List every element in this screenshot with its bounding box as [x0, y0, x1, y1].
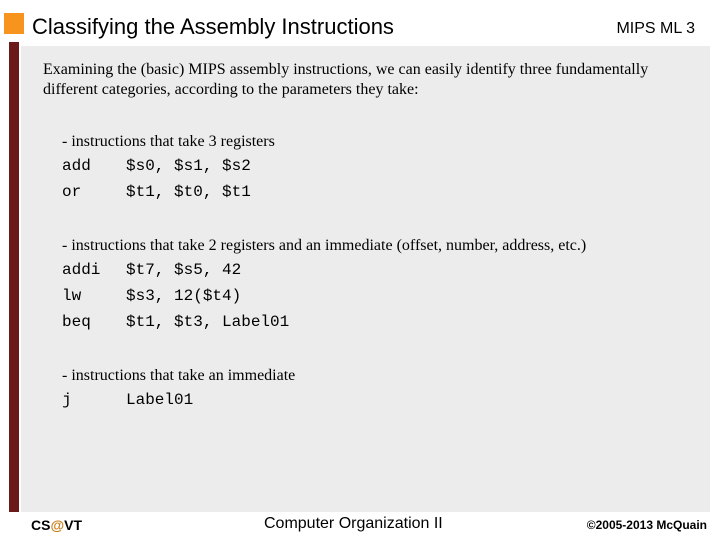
code-line	[62, 257, 586, 283]
code-line	[62, 387, 295, 413]
category-heading: - instructions that take 3 registers	[62, 133, 275, 150]
opcode: lw	[62, 287, 82, 305]
footer-logo-suffix: VT	[64, 517, 82, 533]
category-two-registers-immediate	[62, 235, 586, 335]
opcode: or	[62, 183, 82, 201]
operands: $s3, 12($t4)	[126, 287, 242, 305]
operands: Label01	[126, 391, 194, 409]
opcode: addi	[62, 261, 101, 279]
category-heading: - instructions that take an immediate	[62, 367, 296, 384]
slide-number: MIPS ML 3	[616, 20, 695, 37]
code-line	[62, 153, 275, 179]
code-line	[62, 283, 586, 309]
category-heading: - instructions that take 2 registers and an immediate (offset, number, address, etc.)	[62, 237, 587, 254]
opcode: j	[62, 391, 72, 409]
operands: $s0, $s1, $s2	[126, 157, 251, 175]
operands: $t7, $s5, 42	[126, 261, 242, 279]
operands: $t1, $t0, $t1	[126, 183, 251, 201]
footer-copyright: ©2005-2013 McQuain	[586, 518, 707, 532]
intro-paragraph: Examining the (basic) MIPS assembly instructions, we can easily identify three fundamentally different categories, according to the parameters they take:	[43, 61, 649, 98]
opcode: beq	[62, 313, 91, 331]
footer-logo-at: @	[50, 517, 65, 533]
opcode: add	[62, 157, 91, 175]
slide-title: Classifying the Assembly Instructions	[32, 14, 394, 39]
footer-course-title: Computer Organization II	[264, 515, 443, 532]
category-three-registers	[62, 131, 275, 205]
code-line	[62, 309, 586, 335]
footer-course-logo	[31, 517, 82, 533]
left-accent-bar	[9, 42, 19, 512]
category-immediate	[62, 365, 295, 413]
code-line	[62, 179, 275, 205]
title-accent-square	[4, 13, 24, 34]
footer-logo-prefix: CS	[31, 517, 51, 533]
operands: $t1, $t3, Label01	[126, 313, 290, 331]
